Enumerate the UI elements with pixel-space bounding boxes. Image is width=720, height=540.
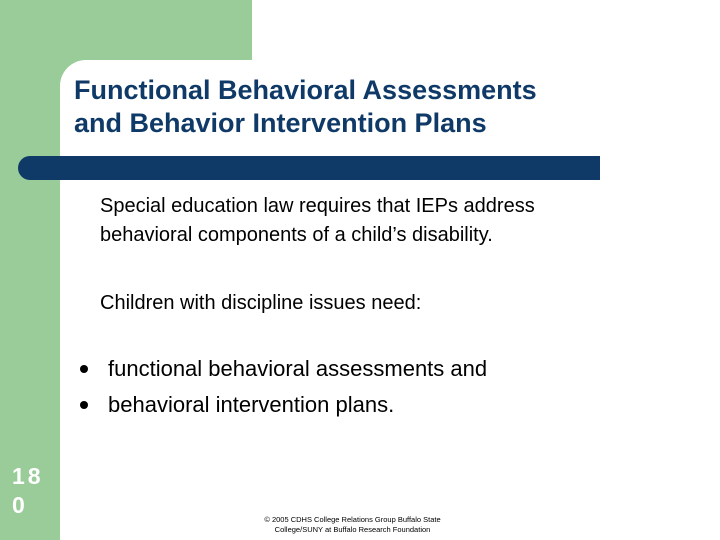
slide-number-line-1: 18 xyxy=(12,463,44,489)
slide-title-line-1: Functional Behavioral Assessments xyxy=(74,75,537,105)
slide-title xyxy=(74,74,674,140)
paragraph-children xyxy=(100,289,421,318)
list-item-text: behavioral intervention plans. xyxy=(108,392,395,417)
slide-number-line-2: 0 xyxy=(12,492,28,518)
bullet-icon xyxy=(80,365,88,373)
footer-line-2: College/SUNY at Buffalo Research Foundation xyxy=(274,525,431,534)
bullet-list xyxy=(80,351,487,423)
paragraph-law xyxy=(100,192,535,250)
copyright-footer xyxy=(200,515,505,535)
bullet-icon xyxy=(80,401,88,409)
paragraph-children-line-1: Children with discipline issues need: xyxy=(100,292,422,314)
list-item-text: functional behavioral assessments and xyxy=(108,356,488,381)
list-item xyxy=(80,387,487,423)
footer-line-1: © 2005 CDHS College Relations Group Buffalo State xyxy=(264,515,441,524)
list-item xyxy=(80,351,487,387)
slide-number xyxy=(12,462,52,520)
paragraph-law-line-1: Special education law requires that IEPs address xyxy=(100,195,535,217)
slide-title-line-2: and Behavior Intervention Plans xyxy=(74,108,487,138)
paragraph-law-line-2: behavioral components of a child’s disability. xyxy=(100,224,493,246)
decorative-green-sidebar xyxy=(0,0,60,540)
title-underline-bar xyxy=(18,156,600,180)
